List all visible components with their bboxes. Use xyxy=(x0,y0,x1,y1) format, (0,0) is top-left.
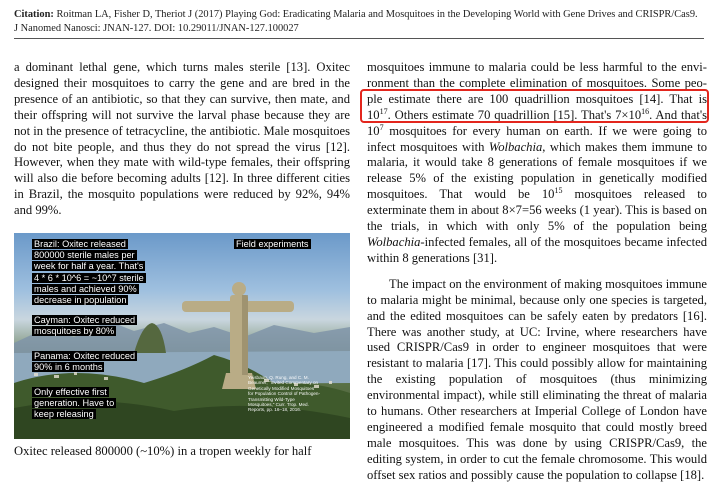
caption-cayman: Cayman: Oxitec reduced mosquitoes by 80% xyxy=(34,315,136,337)
citation-block xyxy=(14,8,704,36)
right-paragraph-2: The impact on the environment of making mosquitoes immune to malaria might be minimal, because only one species is targeted, and the edited mosquitoes can be safely eaten by predators [16]. There was another study, at UC: Irvine, where researchers have used CRISPR/Cas9 in order to engineer mosquitoes that were resistant to malaria [17]. This could possibly allow for maintaining the existing population of mosquitoes (thus minimizing environmental impact), while still eliminating the threat of malaria to humans. Other researchers at Imperial College of London have engineered a modified female mosquito that could mostly breed male mosquitoes. This was done by using CRISPR/Cas9, the editing system, in order to cut the female chromosome. This would offset sex ratios and possibly cause the population to collapse [18]. xyxy=(367,276,707,482)
caption-brazil: Brazil: Oxitec released 800000 sterile males per week for half a year. That's 4 * 6 * 10^6 = ~10^7 sterile males and achieved 90% decrease in population xyxy=(34,239,144,306)
caption-first-generation: Only effective first generation. Have to keep releasing xyxy=(34,387,115,420)
left-column xyxy=(14,60,350,219)
caption-field-experiments: Field experiments xyxy=(236,239,309,249)
caption-panama: Panama: Oxitec reduced 90% in 6 months xyxy=(34,351,136,373)
citation-text: Roitman LA, Fisher D, Theriot J (2017) Playing God: Eradicating Malaria and Mosquitoes in the Developing World with Gene Drives and CRISPR/Cas9. J Nanomed Nanosci: JNAN-127. DOI: 10.29011/JNAN-127.100027 xyxy=(14,9,698,34)
figure-credit: Yeisbaug, Q. Rung, and C. M. Beaumer, "Invited Commentary on Genetically Modified Mosquitoes for Population Control of Pathogen-Transmitting Wild-Type Mosquitoes," Curr. Trop. Med. Reports, pp. 16–18, 2016. xyxy=(248,375,321,413)
right-paragraph-1: mosquitoes immune to malaria could be less harmful to the envi- ronment than the complete elimination of mosquitoes. Some peo- ple estimate there are 100 quadrillion mosquitoes [14]. That is $10^{17}$. Others estimate 70 quadrillion [15]. That's $7\times 10^{16}$. And that's $10^7$ mosquitoes for every human on earth. If we were going to infect mosquitoes with Wolbachia, which makes them immune to malaria, it would take 8 generations of female mosquitoes if we release 5% of the existing population in genetically modified mosquitoes. That would be $10^{15}$ mosquitoes released to exterminate them in about 8×7=56 weeks (1 year). This is based on the trials, in which with only 5% of the population being Wolbachia-infected females, all of the mosquitoes became infected within 8 generations [31]. xyxy=(367,60,708,265)
citation-label: Citation: xyxy=(14,9,54,20)
field-experiments-figure xyxy=(14,233,350,439)
left-column-continuation: Oxitec released 800000 (~10%) in a tropen weekly for half xyxy=(14,444,312,458)
left-paragraph: a dominant lethal gene, which turns males sterile [13]. Oxitec designed their mosquitoes to carry the gene and are bred in the presence of an antibiotic, so that they can survive, then mate, and their offspring will not survive the larval phase because they are not in the presence of tetracycline, the antibiotic. Male mosquitoes do not bite people, and thus they do not spread the virus [12]. However, when they mate with wild-type females, their offspring will also die before becoming adults [12]. In three different cities in Brazil, the mosquito populations were reduced by 92%, 94% and 99%. xyxy=(14,60,350,218)
header-divider xyxy=(14,38,704,39)
right-column xyxy=(367,60,707,484)
